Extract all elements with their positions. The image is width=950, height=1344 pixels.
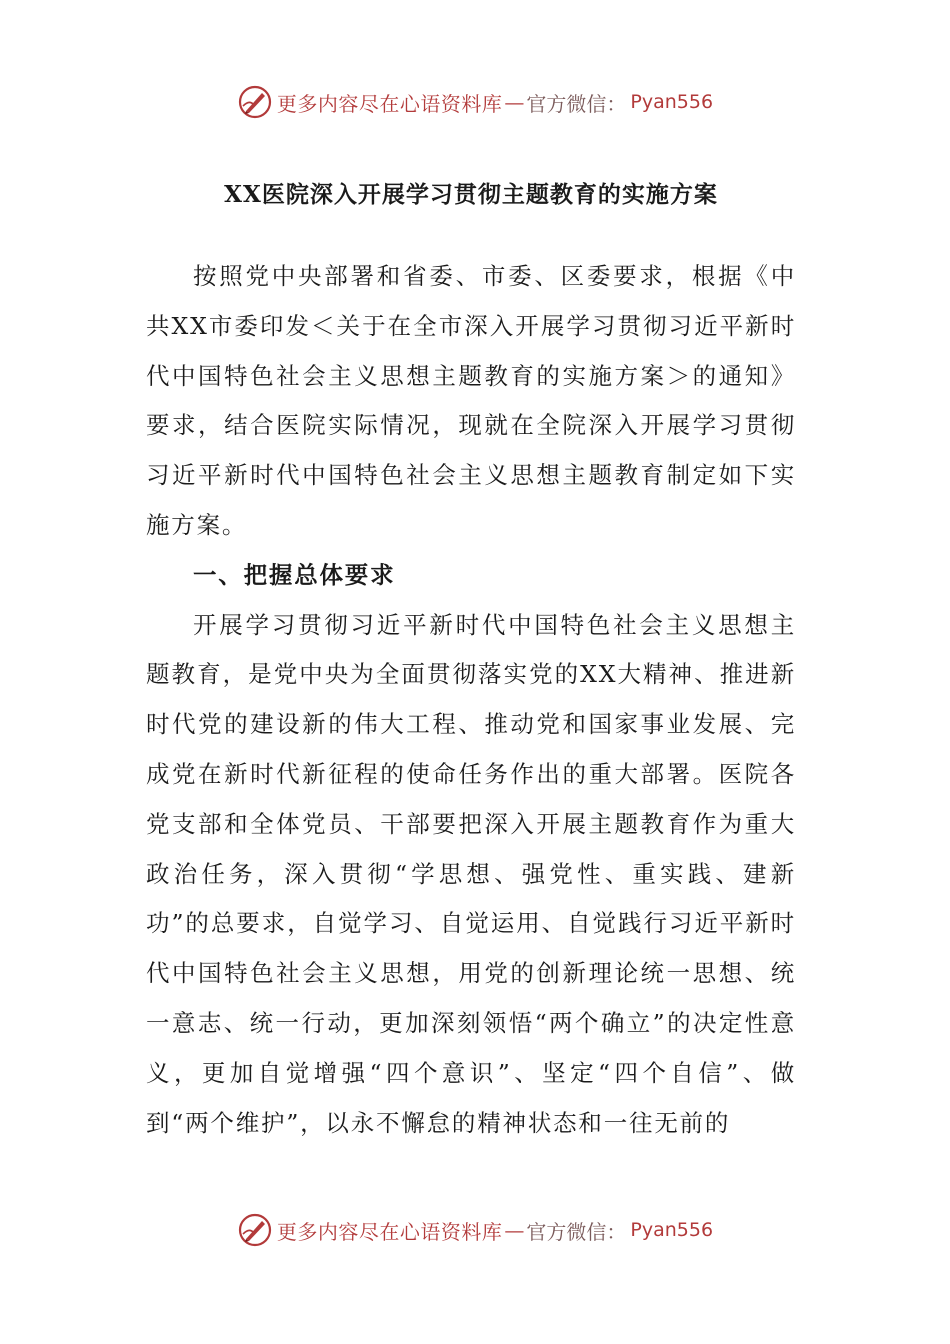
banner-main-text: 更多内容尽在心语资料库 [276,91,503,116]
pen-circle-logo-icon [237,1212,273,1248]
document-body [146,170,796,1148]
banner-sub-text: 官方微信： [526,91,627,116]
banner-main-text: 更多内容尽在心语资料库 [276,1219,503,1244]
pen-circle-logo-icon [237,84,273,120]
banner-sub-text: 官方微信： [526,1219,627,1244]
watermark-banner-bottom [0,1210,950,1250]
intro-paragraph: 按照党中央部署和省委、市委、区委要求，根据《中共XX市委印发＜关于在全市深入开展学习贯彻习近平新时代中国特色社会主义思想主题教育的实施方案＞的通知》要求，结合医院实际情况，现就在全院深入开展学习贯彻习近平新时代中国特色社会主义思想主题教育制定如下实施方案。 [146,262,796,539]
banner-wechat-id: Pyan556 [630,1219,714,1241]
banner-wechat-id: Pyan556 [630,91,714,113]
section-1-heading: 一、把握总体要求 [193,560,396,589]
banner-dash: — [504,90,525,114]
section-1-paragraph: 开展学习贯彻习近平新时代中国特色社会主义思想主题教育，是党中央为全面贯彻落实党的XX大精神、推进新时代党的建设新的伟大工程、推动党和国家事业发展、完成党在新时代新征程的使命任务作出的重大部署。医院各党支部和全体党员、干部要把深入开展主题教育作为重大政治任务，深入贯彻“学思想、强党性、重实践、建新功”的总要求，自觉学习、自觉运用、自觉践行习近平新时代中国特色社会主义思想，用党的创新理论统一思想、统一意志、统一行动，更加深刻领悟“两个确立”的决定性意义，更加自觉增强“四个意识”、坚定“四个自信”、做到“两个维护”，以永不懈怠的精神状态和一往无前的 [146,610,796,1137]
document-title: XX医院深入开展学习贯彻主题教育的实施方案 [224,181,718,208]
watermark-banner-top [0,82,950,122]
banner-dash: — [504,1218,525,1242]
